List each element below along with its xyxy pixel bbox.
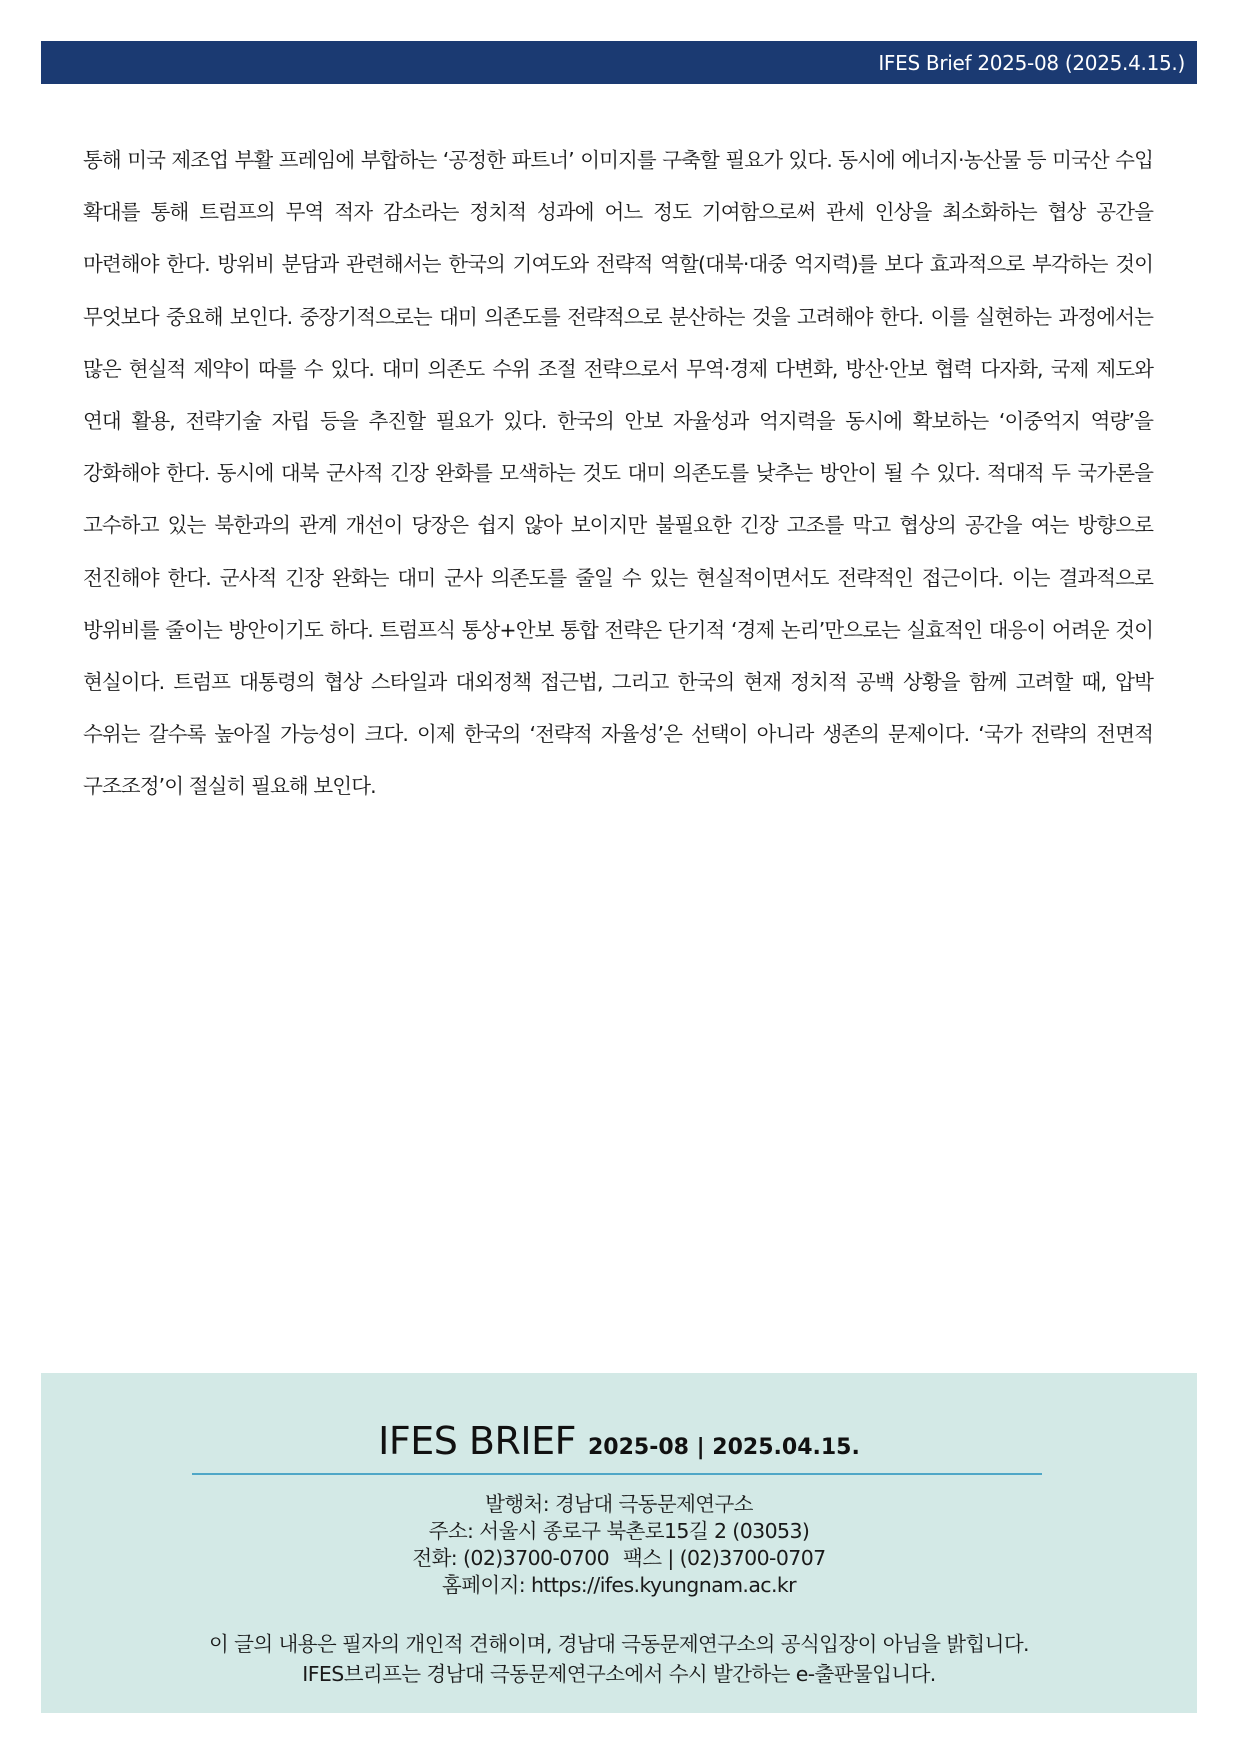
header-label: IFES Brief 2025-08 (2025.4.15.) — [878, 50, 1185, 75]
phone-text: 전화: (02)3700-0700 — [412, 1546, 610, 1570]
homepage-line: 홈페이지: https://ifes.kyungnam.ac.kr — [442, 1573, 796, 1597]
fax-text: 팩스 | (02)3700-0707 — [623, 1546, 826, 1570]
footer-box — [41, 1373, 1197, 1713]
header-bar — [41, 41, 1197, 84]
address-line: 주소: 서울시 종로구 북촌로15길 2 (03053) — [428, 1519, 810, 1543]
disclaimer-line: 이 글의 내용은 필자의 개인적 견해이며, 경남대 극동문제연구소의 공식입장이 아님을 밝힙니다. — [209, 1632, 1029, 1656]
body-paragraph: 통해 미국 제조업 부활 프레임에 부합하는 ‘공정한 파트너’ 이미지를 구축할 필요가 있다. 동시에 에너지·농산물 등 미국산 수입 확대를 통해 트럼프의 무역 적자 감소라는 정치적 성과에 어느 정도 기여함으로써 관세 인상을 최소화하는 협상 공간을 마련해야 한다. 방위비 분담과 관련해서는 한국의 기여도와 전략적 역할(대북·대중 억지력)를 보다 효과적으로 부각하는 것이 무엇보다 중요해 보인다. 중장기적으로는 대미 의존도를 전략적으로 분산하는 것을 고려해야 한다. 이를 실현하는 과정에서는 많은 현실적 제약이 따를 수 있다. 대미 의존도 수위 조절 전략으로서 무역·경제 다변화, 방산·안보 협력 다자화, 국제 제도와 연대 활용, 전략기술 자립 등을 추진할 필요가 있다. 한국의 안보 자율성과 억지력을 동시에 확보하는 ‘이중억지 역량’을 강화해야 한다. 동시에 대북 군사적 긴장 완화를 모색하는 것도 대미 의존도를 낮추는 방안이 될 수 있다. 적대적 두 국가론을 고수하고 있는 북한과의 관계 개선이 당장은 쉽지 않아 보이지만 불필요한 긴장 고조를 막고 협상의 공간을 여는 방향으로 전진해야 한다. 군사적 긴장 완화는 대미 군사 의존도를 줄일 수 있는 현실적이면서도 전략적인 접근이다. 이는 결과적으로 방위비를 줄이는 방안이기도 하다. 트럼프식 통상+안보 통합 전략은 단기적 ‘경제 논리’만으로는 실효적인 대응이 어려운 것이 현실이다. 트럼프 대통령의 협상 스타일과 대외정책 접근법, 그리고 한국의 현재 정치적 공백 상황을 함께 고려할 때, 압박 수위는 갈수록 높아질 가능성이 크다. 이제 한국의 ‘전략적 자율성’은 선택이 아니라 생존의 문제이다. ‘국가 전략의 전면적 구조조정’이 절실히 필요해 보인다. — [83, 148, 1153, 799]
publication-note-line: IFES브리프는 경남대 극동문제연구소에서 수시 발간하는 e-출판물입니다. — [302, 1662, 936, 1686]
contact-line — [41, 1545, 1197, 1572]
footer-title-line — [41, 1419, 1197, 1463]
footer-info — [41, 1491, 1197, 1599]
publisher-line: 발행처: 경남대 극동문제연구소 — [485, 1492, 753, 1516]
footer-subtitle: 2025-08 | 2025.04.15. — [587, 1435, 860, 1460]
footer-divider — [192, 1473, 1042, 1475]
footer-notice — [41, 1629, 1197, 1689]
footer-title: IFES BRIEF — [378, 1419, 576, 1463]
